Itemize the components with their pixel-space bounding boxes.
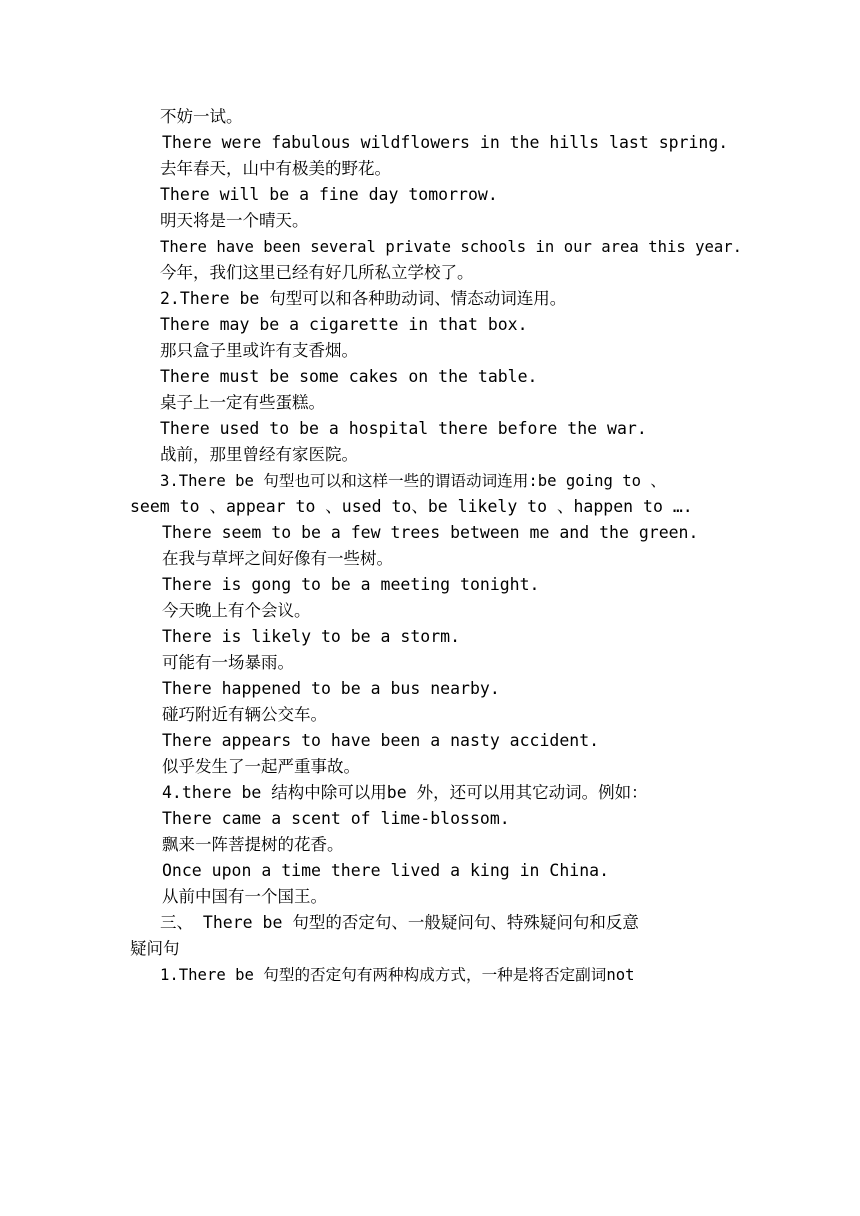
text-line: There is likely to be a storm. — [162, 627, 461, 646]
text-line: There used to be a hospital there before the war. — [160, 419, 647, 438]
text-line: 可能有一场暴雨。 — [162, 653, 294, 672]
text-line: 桌子上一定有些蛋糕。 — [160, 393, 325, 412]
text-line: 从前中国有一个国王。 — [162, 887, 327, 906]
section-heading: 三、 There be 句型的否定句、一般疑问句、特殊疑问句和反意 — [160, 913, 639, 932]
text-line: 在我与草坪之间好像有一些树。 — [162, 549, 393, 568]
text-line: 去年春天，山中有极美的野花。 — [160, 159, 391, 178]
text-line: Once upon a time there lived a king in China. — [162, 861, 610, 880]
text-line: There seem to be a few trees between me and the green. — [162, 523, 699, 542]
section-heading-continued: 疑问句 — [130, 939, 180, 958]
text-line: 那只盒子里或许有支香烟。 — [160, 341, 358, 360]
text-line: seem to 、appear to 、used to、be likely to 、happen to …. — [130, 497, 693, 516]
text-line: There were fabulous wildflowers in the hills last spring. — [162, 133, 729, 152]
text-line: There happened to be a bus nearby. — [162, 679, 500, 698]
text-line: There must be some cakes on the table. — [160, 367, 538, 386]
text-line: 今天晚上有个会议。 — [162, 601, 311, 620]
text-line: There have been several private schools in our area this year. — [160, 238, 743, 256]
text-line: 飘来一阵菩提树的花香。 — [162, 835, 344, 854]
text-line: 战前，那里曾经有家医院。 — [160, 445, 358, 464]
text-line: There may be a cigarette in that box. — [160, 315, 528, 334]
text-line: 不妨一试。 — [160, 107, 243, 126]
numbered-point: 1.There be 句型的否定句有两种构成方式，一种是将否定副词not — [160, 966, 635, 984]
text-line: 明天将是一个晴天。 — [160, 211, 309, 230]
numbered-point: 3.There be 句型也可以和这样一些的谓语动词连用:be going to 、 — [160, 472, 667, 490]
text-line: 碰巧附近有辆公交车。 — [162, 705, 327, 724]
numbered-point: 4.there be 结构中除可以用be 外，还可以用其它动词。例如： — [162, 783, 648, 802]
text-line: There came a scent of lime-blossom. — [162, 809, 510, 828]
text-line: There is gong to be a meeting tonight. — [162, 575, 540, 594]
text-line: There will be a fine day tomorrow. — [160, 185, 498, 204]
text-line: There appears to have been a nasty accident. — [162, 731, 600, 750]
text-line: 今年，我们这里已经有好几所私立学校了。 — [160, 263, 474, 282]
numbered-point: 2.There be 句型可以和各种助动词、情态动词连用。 — [160, 289, 567, 308]
text-line: 似乎发生了一起严重事故。 — [162, 757, 360, 776]
